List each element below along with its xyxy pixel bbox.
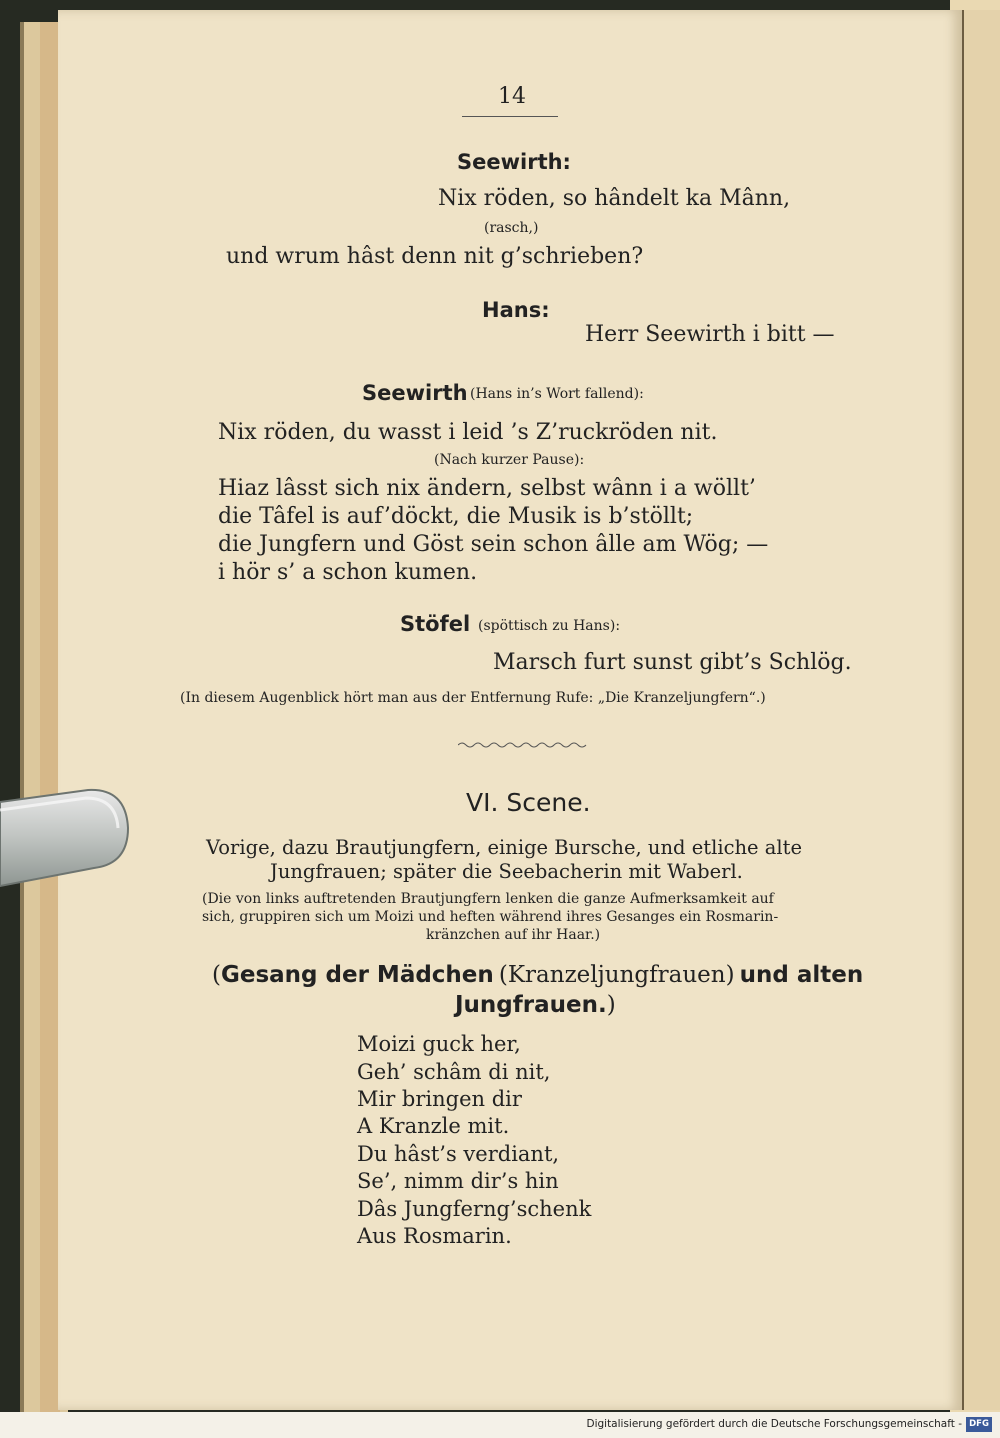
- stage-direction: kränzchen auf ihr Haar.): [426, 927, 601, 943]
- page-number: 14: [498, 84, 526, 109]
- stage-direction: (Nach kurzer Pause):: [434, 452, 585, 468]
- verse-line: Du hâst’s verdiant,: [357, 1142, 560, 1166]
- verse-line: Se’, nimm dir’s hin: [357, 1169, 559, 1193]
- song-heading-subtitle: (Kranzeljungfrauen): [498, 962, 735, 988]
- stage-direction: (Hans in’s Wort fallend):: [470, 386, 644, 402]
- speaker-seewirth: Seewirth: [362, 381, 468, 405]
- song-heading-title-cont: und alten: [739, 962, 864, 988]
- next-page-strip: [962, 10, 1000, 1410]
- song-heading: [212, 962, 863, 988]
- stage-direction: sich, gruppiren sich um Moizi und heften während ihres Gesanges ein Rosmarin-: [202, 909, 779, 925]
- verse-line: A Kranzle mit.: [357, 1114, 510, 1138]
- dialogue-line: und wrum hâst denn nit g’schrieben?: [226, 244, 644, 269]
- scene-description-line: Vorige, dazu Brautjungfern, einige Bursche, und etliche alte: [206, 836, 803, 859]
- song-heading-close-paren: ): [606, 992, 616, 1018]
- song-heading-open-paren: (: [212, 962, 221, 988]
- stage-direction: (spöttisch zu Hans):: [478, 618, 621, 634]
- dfg-logo: DFG: [966, 1417, 992, 1432]
- dialogue-line: Nix röden, so hândelt ka Mânn,: [438, 186, 791, 211]
- song-heading-title-end: Jungfrauen.: [455, 992, 607, 1018]
- verse-line: Moizi guck her,: [357, 1032, 521, 1056]
- wavy-divider: [458, 740, 588, 750]
- verse-line: Geh’ schâm di nit,: [357, 1060, 551, 1084]
- dialogue-line: Herr Seewirth i bitt —: [585, 322, 835, 347]
- dialogue-line: i hör s’ a schon kumen.: [218, 560, 478, 585]
- page-clip: [0, 788, 130, 888]
- speaker-hans: Hans:: [482, 298, 550, 322]
- speaker-stoefel: Stöfel: [400, 612, 471, 636]
- verse-line: Dâs Jungferng’schenk: [357, 1197, 592, 1221]
- verse-line: Aus Rosmarin.: [357, 1224, 512, 1248]
- scene-description-line: Jungfrauen; später die Seebacherin mit Waberl.: [270, 860, 743, 883]
- page-number-rule: [462, 116, 558, 117]
- scene-heading: VI. Scene.: [466, 788, 591, 817]
- song-heading-line2: [455, 992, 616, 1018]
- footer-text: Digitalisierung gefördert durch die Deutsche Forschungsgemeinschaft -: [586, 1418, 962, 1430]
- dialogue-line: Marsch furt sunst gibt’s Schlög.: [493, 650, 852, 675]
- stage-direction: (In diesem Augenblick hört man aus der Entfernung Rufe: „Die Kranzeljungfern“.): [180, 690, 766, 706]
- verse-line: Mir bringen dir: [357, 1087, 522, 1111]
- dialogue-line: Nix röden, du wasst i leid ’s Z’ruckröden nit.: [218, 420, 718, 445]
- stage-direction: (rasch,): [484, 220, 539, 236]
- speaker-seewirth: Seewirth:: [457, 150, 571, 174]
- dialogue-line: die Jungfern und Göst sein schon âlle am Wög; —: [218, 532, 769, 557]
- dialogue-line: Hiaz lâsst sich nix ändern, selbst wânn i a wöllt’: [218, 476, 756, 501]
- song-heading-title: Gesang der Mädchen: [220, 962, 494, 988]
- stage-direction: (Die von links auftretenden Brautjungfern lenken die ganze Aufmerksamkeit auf: [202, 891, 774, 907]
- book-page-edge-inner: [40, 22, 60, 1412]
- dialogue-line: die Tâfel is auf’döckt, die Musik is b’stöllt;: [218, 504, 694, 529]
